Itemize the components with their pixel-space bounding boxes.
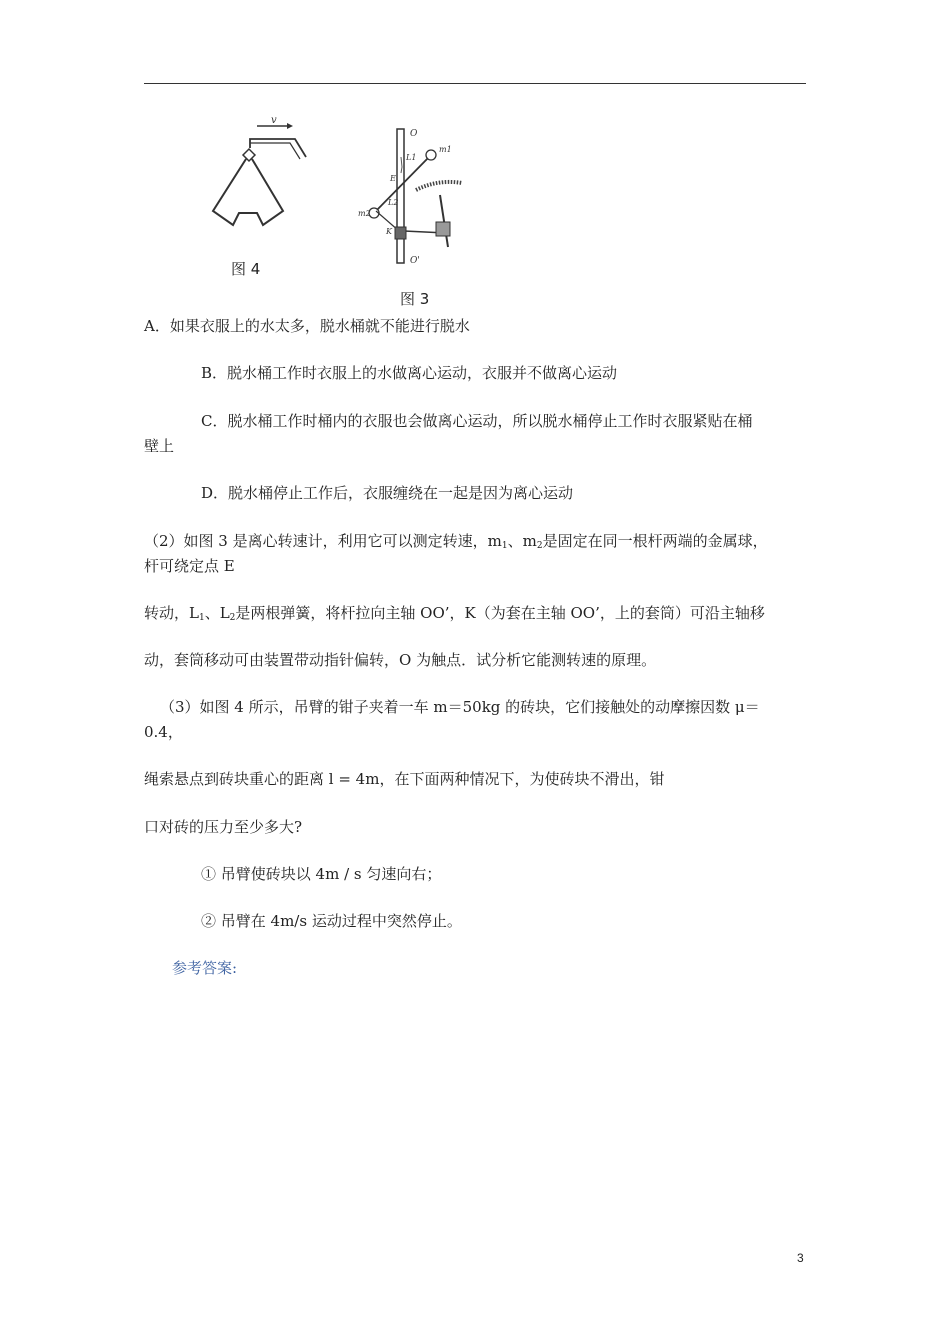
- question-3-line-2: 0.4，: [144, 723, 183, 741]
- option-a: A．如果衣服上的水太多，脱水桶就不能进行脱水: [144, 317, 470, 335]
- option-d: D．脱水桶停止工作后，衣服缠绕在一起是因为离心运动: [201, 484, 574, 502]
- question-3-line-3: 绳索悬点到砖块重心的距离 l = 4m，在下面两种情况下，为使砖块不滑出，钳: [144, 770, 665, 788]
- ball-m1: [426, 150, 436, 160]
- svg-text:L2: L2: [388, 198, 399, 207]
- question-3-item-2: ② 吊臂在 4m/s 运动过程中突然停止。: [201, 912, 462, 930]
- page-number: 3: [797, 1251, 804, 1265]
- figure-4-crane-clamp: [205, 115, 315, 230]
- question-3-line-4: 口对砖的压力至少多大?: [144, 818, 303, 836]
- pointer-needle: [440, 195, 448, 247]
- question-2-line-3: 转动，$L_1$、$L_2$是两根弹簧，将杆拉向主轴 OO’，K（为套在主轴 OO’，上的套筒）可沿主轴移: [144, 604, 765, 623]
- question-2-line-4: 动，套筒移动可由装置带动指针偏转，O 为触点．试分析它能测转速的原理。: [144, 651, 657, 669]
- svg-text:O: O: [410, 129, 418, 139]
- figure-4-caption: 图 4: [231, 260, 261, 278]
- question-2-line-2: 杆可绕定点 E: [144, 557, 235, 575]
- header-rule: [144, 83, 806, 84]
- svg-text:m2: m2: [358, 209, 371, 218]
- answer-label: 参考答案:: [172, 959, 238, 977]
- option-b: B．脱水桶工作时衣服上的水做离心运动，衣服并不做离心运动: [201, 364, 618, 382]
- svg-text:K: K: [386, 227, 392, 236]
- figure-3-caption: 图 3: [400, 290, 430, 308]
- question-2-line-1: （2）如图 3 是离心转速计，利用它可以测定转速，$m_1$、$m_2$是固定在同一根杆两端的金属球，: [144, 532, 768, 551]
- question-3-item-1: ① 吊臂使砖块以 4m / s 匀速向右；: [201, 865, 442, 883]
- sleeve-K: [395, 227, 406, 239]
- scale-dial: [416, 182, 462, 190]
- question-3-line-1: （3）如图 4 所示，吊臂的钳子夹着一车 m＝50kg 的砖块，它们接触处的动摩擦因数 μ＝: [160, 698, 760, 716]
- svg-text:O': O': [410, 256, 420, 266]
- svg-text:L1: L1: [406, 153, 417, 162]
- option-c-line-1: C．脱水桶工作时桶内的衣服也会做离心运动，所以脱水桶停止工作时衣服紧贴在桶: [201, 412, 753, 430]
- velocity-label: v: [271, 115, 277, 126]
- svg-text:E: E: [390, 174, 396, 183]
- option-c-line-2: 壁上: [144, 437, 175, 455]
- svg-text:m1: m1: [439, 145, 452, 154]
- figure-3-centrifugal-tachometer: [358, 127, 473, 267]
- main-shaft: [397, 129, 404, 263]
